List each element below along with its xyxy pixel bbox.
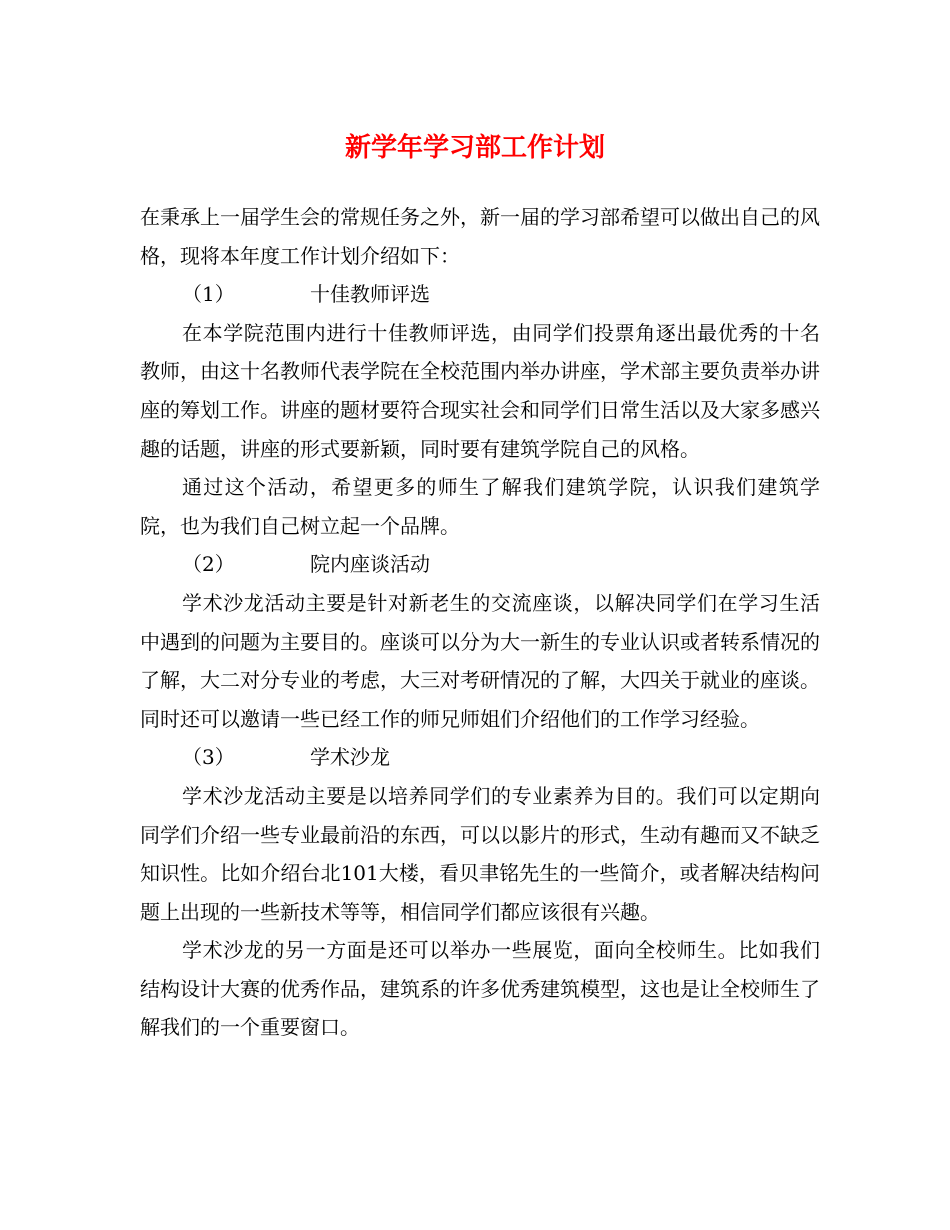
section-title: 院内座谈活动 (310, 552, 430, 577)
body-paragraph: 通过这个活动，希望更多的师生了解我们建筑学院，认识我们建筑学院，也为我们自己树立起一个品牌。 (140, 475, 820, 538)
section-heading-2 (140, 545, 820, 584)
section-title: 十佳教师评选 (310, 282, 430, 307)
section-number: （1） (182, 282, 235, 307)
body-paragraph: 在本学院范围内进行十佳教师评选，由同学们投票角逐出最优秀的十名教师，由这十名教师代表学院在全校范围内举办讲座，学术部主要负责举办讲座的筹划工作。讲座的题材要符合现实社会和同学们日常生活以及大家多感兴趣的话题，讲座的形式要新颖，同时要有建筑学院自己的风格。 (140, 320, 820, 461)
section-heading-3 (140, 738, 820, 777)
section-heading-1 (140, 275, 820, 314)
body-paragraph: 学术沙龙活动主要是以培养同学们的专业素养为目的。我们可以定期向同学们介绍一些专业最前沿的东西，可以以影片的形式，生动有趣而又不缺乏知识性。比如介绍台北101大楼，看贝聿铭先生的一些简介，或者解决结构问题上出现的一些新技术等等，相信同学们都应该很有兴趣。 (140, 783, 820, 924)
body-paragraph: 学术沙龙活动主要是针对新老生的交流座谈，以解决同学们在学习生活中遇到的问题为主要目的。座谈可以分为大一新生的专业认识或者转系情况的了解，大二对分专业的考虑，大三对考研情况的了解，大四关于就业的座谈。同时还可以邀请一些已经工作的师兄师姐们介绍他们的工作学习经验。 (140, 590, 820, 731)
section-title: 学术沙龙 (310, 745, 390, 770)
section-number: （3） (182, 745, 235, 770)
section-number: （2） (182, 552, 235, 577)
document-title: 新学年学习部工作计划 (344, 133, 605, 163)
document-body (140, 198, 820, 1047)
body-paragraph: 学术沙龙的另一方面是还可以举办一些展览，面向全校师生。比如我们结构设计大赛的优秀作品，建筑系的许多优秀建筑模型，这也是让全校师生了解我们的一个重要窗口。 (140, 938, 820, 1040)
intro-paragraph: 在秉承上一届学生会的常规任务之外，新一届的学习部希望可以做出自己的风格，现将本年度工作计划介绍如下： (140, 205, 820, 268)
